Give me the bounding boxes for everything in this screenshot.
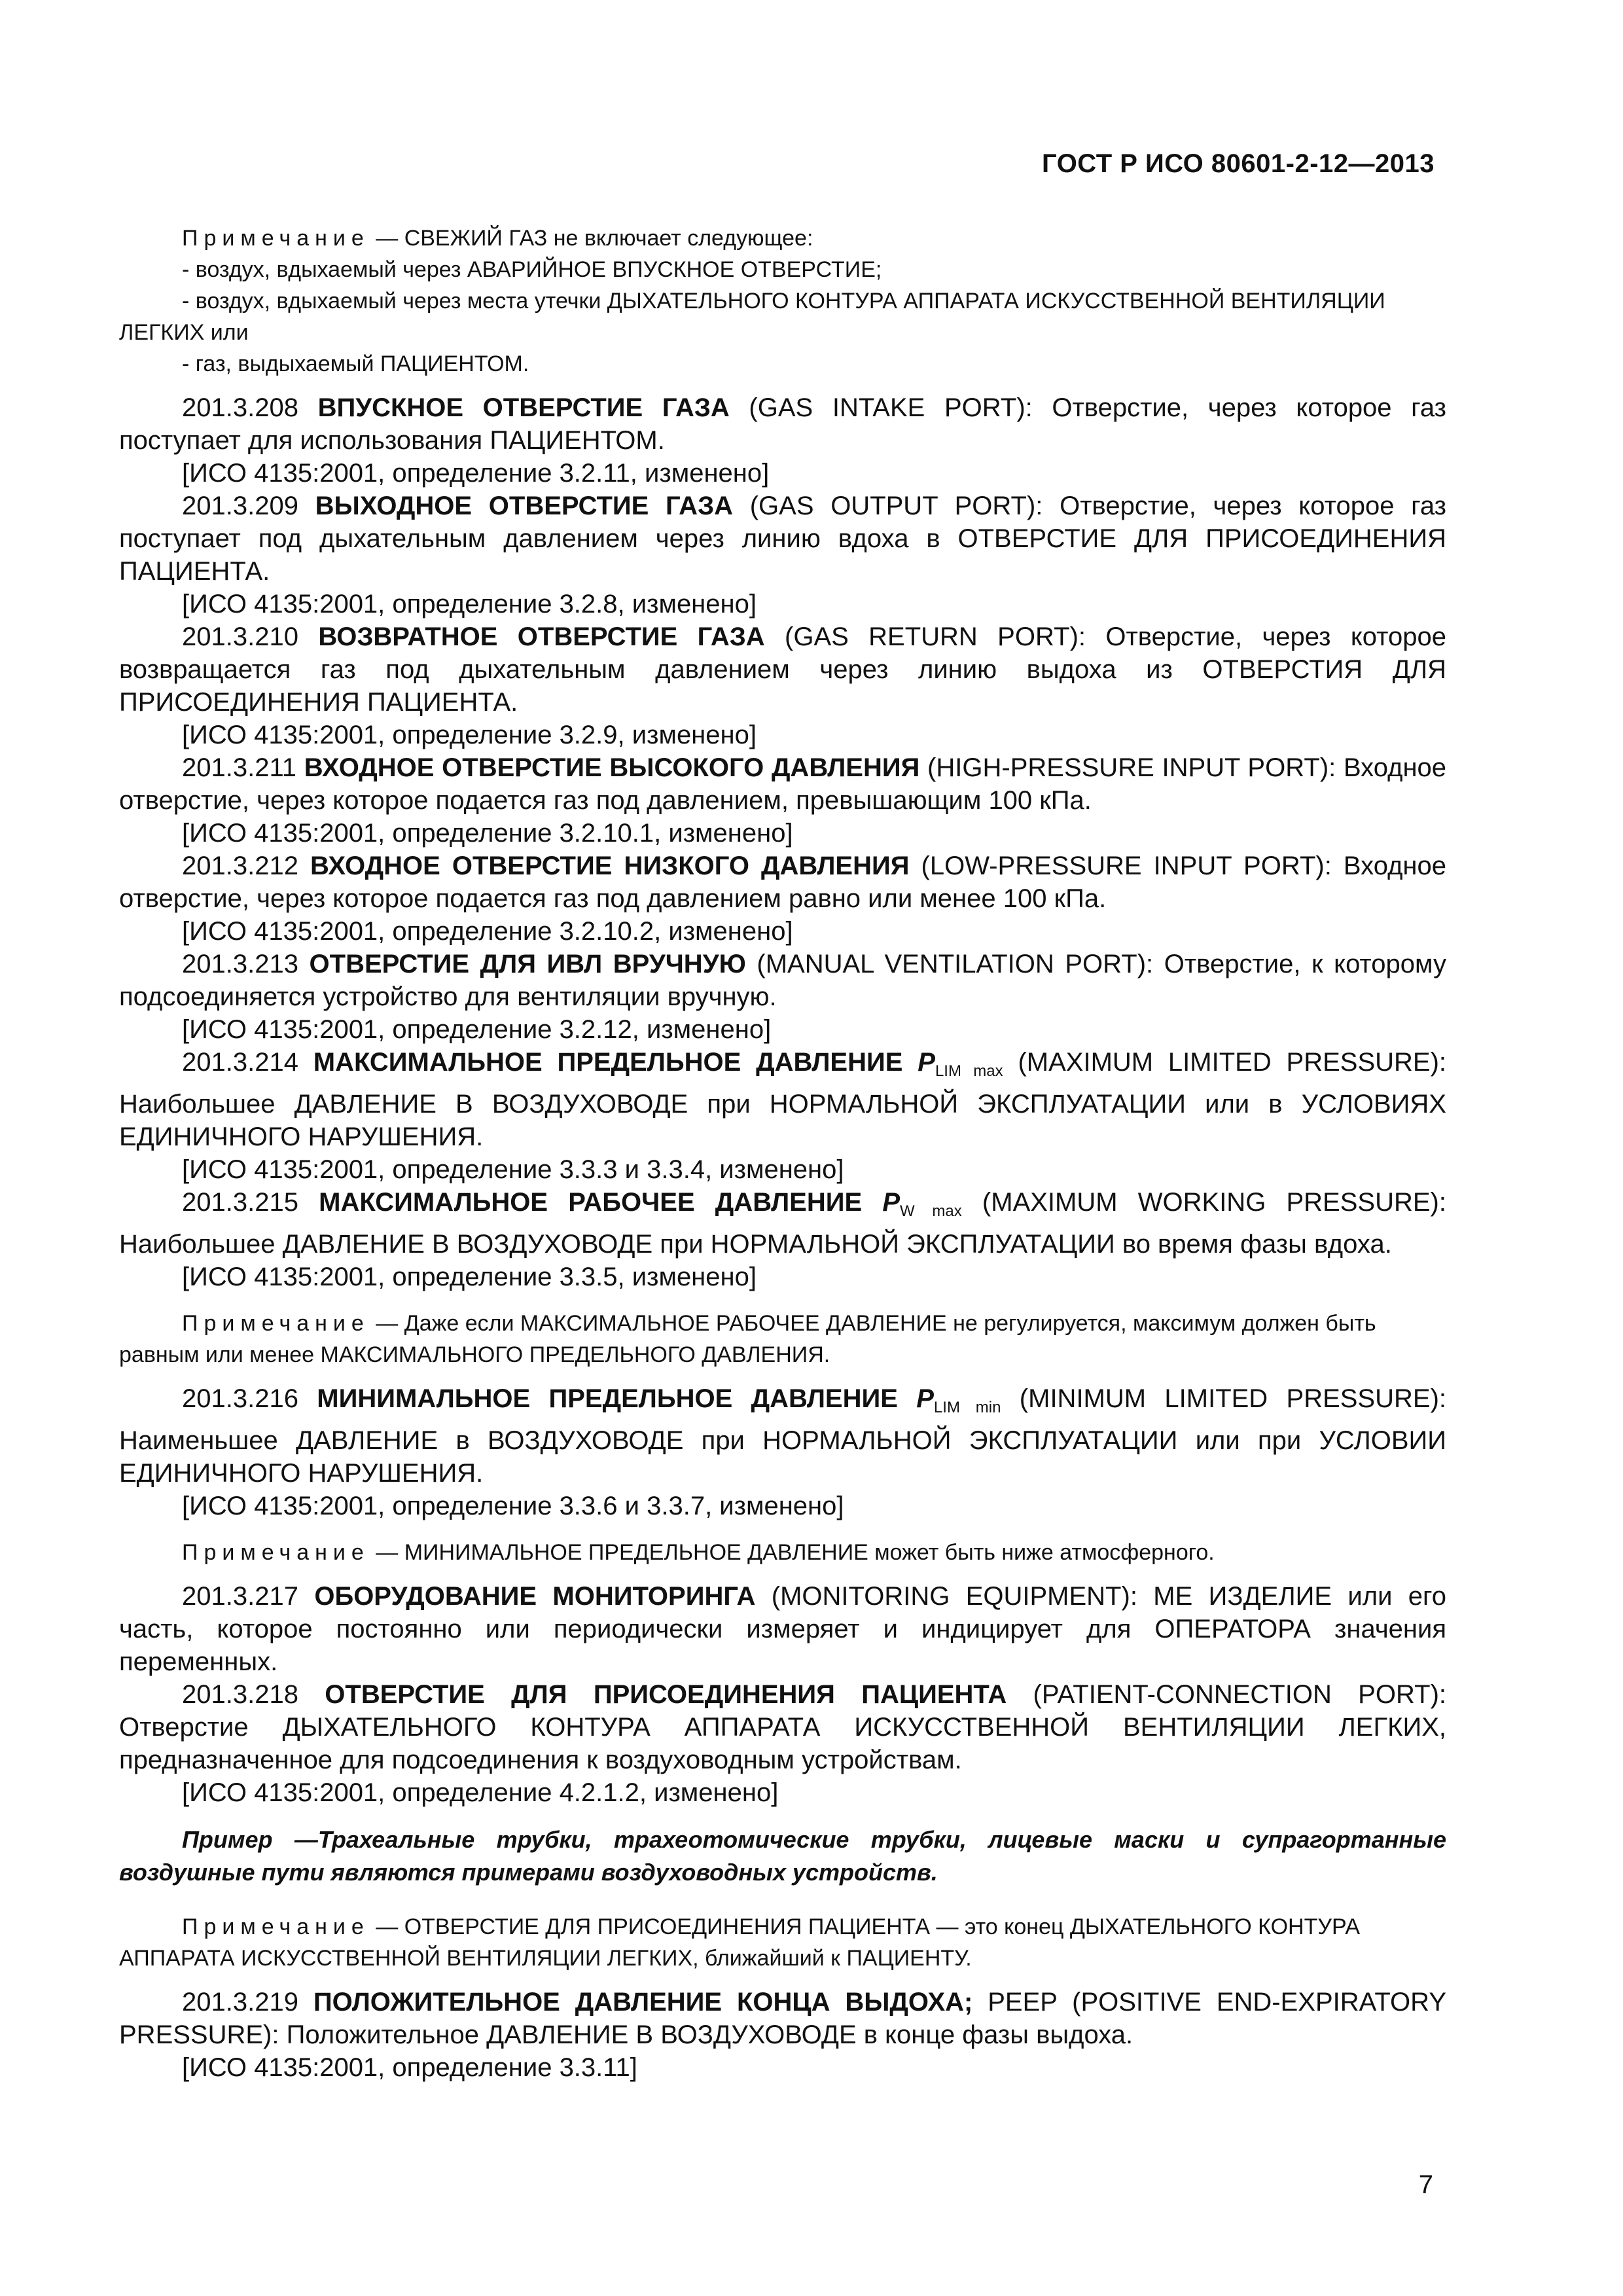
definition-text: (HIGH-PRESSURE INPUT PORT): Входное отверстие, через которое подается газ под давлением, превышающим 100 кПа. [119,753,1447,815]
note-label: Примечание [182,1540,370,1565]
definition-201-3-209 [119,490,1446,588]
symbol-subscript: LIM max [935,1062,1003,1080]
term: ВХОДНОЕ ОТВЕРСТИЕ ВЫСОКОГО ДАВЛЕНИЯ [304,753,920,782]
note-label: Примечание [182,1311,370,1336]
note-item: - воздух, вдыхаемый через места утечки ДЫХАТЕЛЬНОГО КОНТУРА АППАРАТА ИСКУССТВЕННОЙ ВЕНТИЛЯЦИИ ЛЕГКИХ или [119,289,1385,345]
note-min-limited-pressure [119,1537,1446,1568]
reference: [ИСО 4135:2001, определение 3.2.12, изменено] [182,1015,772,1044]
note-item: - газ, выдыхаемый ПАЦИЕНТОМ. [182,351,529,376]
definition-text: (MAXIMUM LIMITED PRESSURE): Наибольшее ДАВЛЕНИЕ В ВОЗДУХОВОДЕ при НОРМАЛЬНОЙ ЭКСПЛУАТАЦИИ или в УСЛОВИЯХ ЕДИНИЧНОГО НАРУШЕНИЯ. [119,1048,1447,1151]
clause-number: 201.3.212 [182,852,311,880]
definition-text: (MINIMUM LIMITED PRESSURE): Наименьшее ДАВЛЕНИЕ в ВОЗДУХОВОДЕ при НОРМАЛЬНОЙ ЭКСПЛУАТАЦИИ или при УСЛОВИИ ЕДИНИЧНОГО НАРУШЕНИЯ. [119,1384,1446,1488]
reference: [ИСО 4135:2001, определение 3.3.3 и 3.3.4, изменено] [182,1155,844,1184]
clause-number: 201.3.219 [182,1988,313,2017]
term: ВХОДНОЕ ОТВЕРСТИЕ НИЗКОГО ДАВЛЕНИЯ [310,852,910,880]
reference: [ИСО 4135:2001, определение 3.2.9, изменено] [182,721,757,749]
definition-text: (MANUAL VENTILATION PORT): Отверстие, к которому подсоединяется устройство для вентиляции вручную. [119,950,1446,1011]
reference: [ИСО 4135:2001, определение 4.2.1.2, изменено] [182,1778,779,1807]
note-text: — Даже если МАКСИМАЛЬНОЕ РАБОЧЕЕ ДАВЛЕНИЕ не регулируется, максимум должен быть равным или менее МАКСИМАЛЬНОГО ПРЕДЕЛЬНОГО ДАВЛЕНИЯ. [119,1311,1376,1367]
term: МАКСИМАЛЬНОЕ ПРЕДЕЛЬНОЕ ДАВЛЕНИЕ [313,1048,918,1077]
clause-number: 201.3.214 [182,1048,313,1077]
reference: [ИСО 4135:2001, определение 3.2.10.2, изменено] [182,917,793,946]
definition-201-3-216 [119,1382,1446,1490]
symbol-subscript: LIM min [933,1399,1001,1416]
definition-201-3-212 [119,850,1446,915]
term: ПОЛОЖИТЕЛЬНОЕ ДАВЛЕНИЕ КОНЦА ВЫДОХА; [313,1988,973,2017]
note-text: — СВЕЖИЙ ГАЗ не включает следующее: [369,226,813,251]
reference: [ИСО 4135:2001, определение 3.2.8, изменено] [182,590,757,619]
example-airway-devices: Пример —Трахеальные трубки, трахеотомические трубки, лицевые маски и супрагортанные воздушные пути являются примерами воздуховодных устройств. [119,1826,1446,1886]
clause-number: 201.3.215 [182,1188,319,1217]
reference: [ИСО 4135:2001, определение 3.2.10.1, изменено] [182,819,793,848]
term: ВОЗВРАТНОЕ ОТВЕРСТИЕ ГАЗА [318,622,765,651]
page-number: 7 [1418,2170,1433,2199]
definition-201-3-210 [119,620,1446,719]
definition-text: (MONITORING EQUIPMENT): ME ИЗДЕЛИЕ или его часть, которое постоянно или периодически измеряет и индицирует для ОПЕРАТОРА значения переменных. [119,1582,1447,1676]
definition-text: PEEP (POSITIVE END-EXPIRATORY PRESSURE): Положительное ДАВЛЕНИЕ В ВОЗДУХОВОДЕ в конце фазы выдоха. [119,1988,1447,2049]
term: ОБОРУДОВАНИЕ МОНИТОРИНГА [314,1582,756,1611]
clause-number: 201.3.218 [182,1680,325,1709]
term: ВПУСКНОЕ ОТВЕРСТИЕ ГАЗА [317,393,730,422]
note-item: - воздух, вдыхаемый через АВАРИЙНОЕ ВПУСКНОЕ ОТВЕРСТИЕ; [182,257,882,282]
definition-201-3-219 [119,1986,1446,2051]
definition-text: (GAS OUTPUT PORT): Отверстие, через которое газ поступает под дыхательным давлением через линию вдоха в ОТВЕРСТИЕ ДЛЯ ПРИСОЕДИНЕНИЯ ПАЦИЕНТА. [119,492,1446,586]
reference: [ИСО 4135:2001, определение 3.3.5, изменено] [182,1263,757,1291]
symbol: P [882,1188,901,1217]
reference: [ИСО 4135:2001, определение 3.3.6 и 3.3.7, изменено] [182,1492,844,1520]
definition-201-3-215 [119,1186,1446,1261]
clause-number: 201.3.213 [182,950,310,978]
clause-number: 201.3.217 [182,1582,315,1611]
note-text: — МИНИМАЛЬНОЕ ПРЕДЕЛЬНОЕ ДАВЛЕНИЕ может быть ниже атмосферного. [369,1540,1215,1565]
definition-text: (GAS INTAKE PORT): Отверстие, через которое газ поступает для использования ПАЦИЕНТОМ. [119,393,1447,455]
term: ОТВЕРСТИЕ ДЛЯ ИВЛ ВРУЧНУЮ [309,950,746,978]
clause-number: 201.3.211 [182,753,304,782]
document-header: ГОСТ Р ИСО 80601-2-12—2013 [1042,149,1435,178]
definition-text: (GAS RETURN PORT): Отверстие, через которое возвращается газ под дыхательным давлением через линию выдоха из ОТВЕРСТИЯ ДЛЯ ПРИСОЕДИНЕНИЯ ПАЦИЕНТА. [119,622,1447,717]
reference: [ИСО 4135:2001, определение 3.3.11] [182,2053,637,2082]
definition-text: (PATIENT-CONNECTION PORT): Отверстие ДЫХАТЕЛЬНОГО КОНТУРА АППАРАТА ИСКУССТВЕННОЙ ВЕНТИЛЯЦИИ ЛЕГКИХ, предназначенное для подсоединения к воздуховодным устройствам. [119,1680,1447,1774]
definition-text: (MAXIMUM WORKING PRESSURE): Наибольшее ДАВЛЕНИЕ В ВОЗДУХОВОДЕ при НОРМАЛЬНОЙ ЭКСПЛУАТАЦИИ во время фазы вдоха. [119,1188,1446,1259]
reference: [ИСО 4135:2001, определение 3.2.11, изменено] [182,459,770,488]
clause-number: 201.3.210 [182,622,319,651]
clause-number: 201.3.208 [182,393,318,422]
definition-text: (LOW-PRESSURE INPUT PORT): Входное отверстие, через которое подается газ под давлением равно или менее 100 кПа. [119,852,1446,913]
definition-201-3-208 [119,391,1446,457]
note-label: Примечание [182,226,370,251]
definition-201-3-214 [119,1046,1446,1153]
definition-201-3-218 [119,1678,1446,1776]
clause-number: 201.3.209 [182,492,315,520]
note-fresh-gas [119,223,1446,380]
note-label: Примечание [182,1914,370,1939]
symbol-subscript: W max [900,1202,962,1220]
term: ОТВЕРСТИЕ ДЛЯ ПРИСОЕДИНЕНИЯ ПАЦИЕНТА [325,1680,1007,1709]
term: МИНИМАЛЬНОЕ ПРЕДЕЛЬНОЕ ДАВЛЕНИЕ [317,1384,917,1413]
document-body [119,223,1446,2084]
definition-201-3-213 [119,948,1446,1013]
note-max-working-pressure [119,1308,1446,1371]
term: МАКСИМАЛЬНОЕ РАБОЧЕЕ ДАВЛЕНИЕ [319,1188,883,1217]
note-patient-connection-port [119,1911,1446,1974]
clause-number: 201.3.216 [182,1384,317,1413]
term: ВЫХОДНОЕ ОТВЕРСТИЕ ГАЗА [315,492,734,520]
symbol: P [918,1048,935,1077]
definition-201-3-211 [119,751,1446,817]
symbol: P [916,1384,934,1413]
definition-201-3-217 [119,1580,1446,1678]
note-text: — ОТВЕРСТИЕ ДЛЯ ПРИСОЕДИНЕНИЯ ПАЦИЕНТА — это конец ДЫХАТЕЛЬНОГО КОНТУРА АППАРАТА ИСКУССТВЕННОЙ ВЕНТИЛЯЦИИ ЛЕГКИХ, ближайший к ПАЦИЕНТУ. [119,1914,1361,1971]
